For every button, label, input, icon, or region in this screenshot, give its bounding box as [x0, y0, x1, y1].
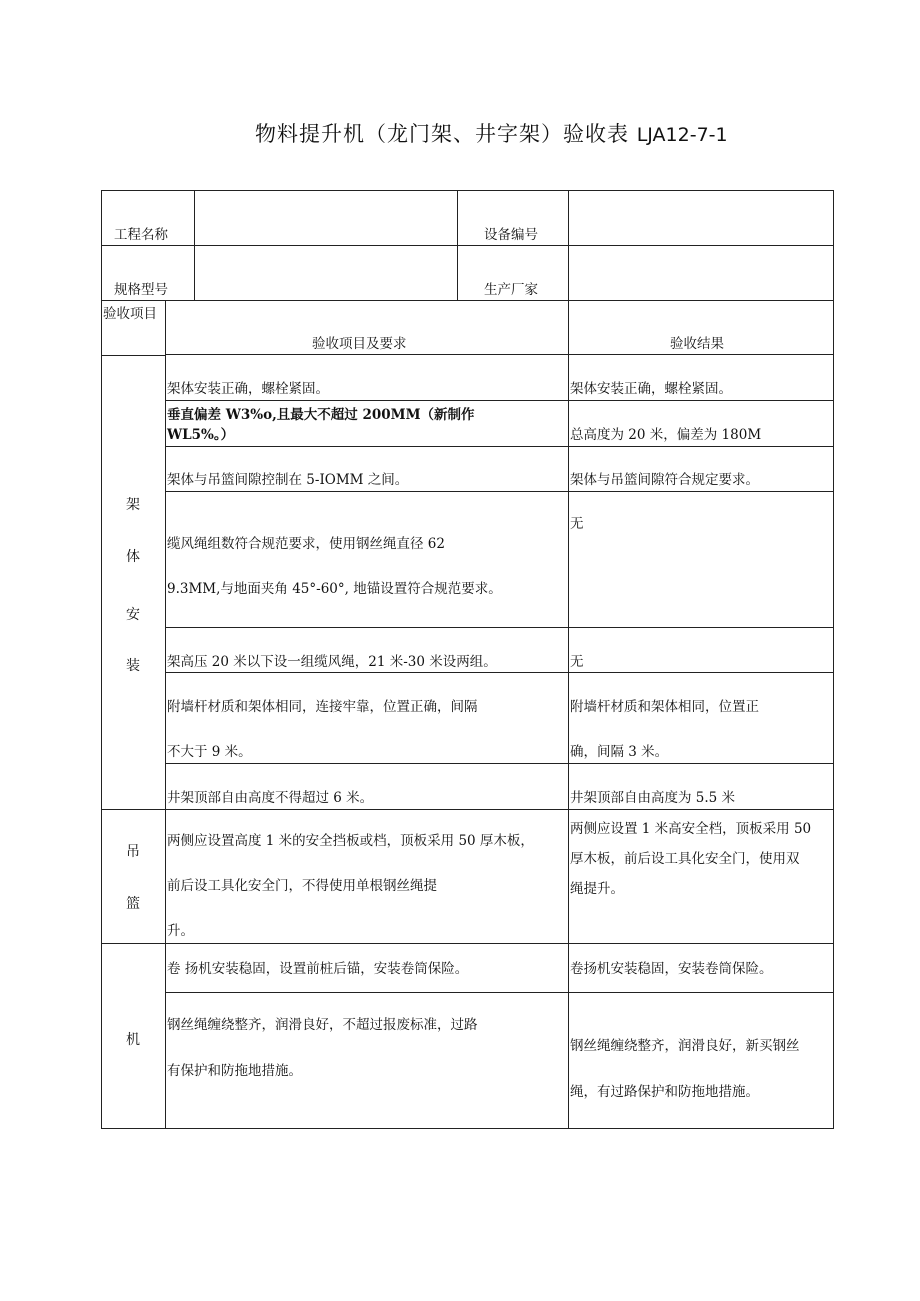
page-title	[255, 118, 728, 148]
row8-requirement-line1: 两侧应设置高度 1 米的安全挡板或档，顶板采用 50 厚木板，	[167, 833, 534, 849]
row3-requirement: 架体与吊篮间隙控制在 5-IOMM 之间。	[167, 472, 409, 488]
row4-result: 无	[570, 516, 584, 532]
row10-result-line1: 钢丝绳缠绕整齐，润滑良好，新买钢丝	[570, 1038, 800, 1054]
form-code: LJA12-7-1	[636, 124, 728, 146]
row6-result-line2: 确，间隔 3 米。	[570, 744, 669, 760]
column-header-requirement: 验收项目及要求	[312, 336, 407, 352]
title-main: 物料提升机（龙门架、井字架）验收表	[255, 122, 629, 146]
column-header-result: 验收结果	[670, 336, 724, 352]
column-header-item: 验收项目	[103, 306, 157, 322]
row6-result-line1: 附墙杆材质和架体相同，位置正	[570, 699, 759, 715]
row8-result-line1: 两侧应设置 1 米高安全档，顶板采用 50	[570, 821, 812, 837]
section-label-cage-2: 篮	[126, 896, 140, 912]
row5-requirement: 架高压 20 米以下设一组缆风绳，21 米-30 米设两组。	[167, 654, 497, 670]
row6-requirement-line2: 不大于 9 米。	[167, 744, 252, 760]
row3-result: 架体与吊篮间隙符合规定要求。	[570, 472, 759, 488]
row8-requirement-line2: 前后设工具化安全门，不得使用单根钢丝绳提	[167, 878, 437, 894]
section-label-frame-4: 装	[126, 658, 140, 674]
section-label-winch-1: 机	[126, 1032, 140, 1048]
row4-requirement-line1: 缆风绳组数符合规范要求，使用钢丝绳直径 62	[167, 536, 445, 552]
row10-result-line2: 绳，有过路保护和防拖地措施。	[570, 1084, 759, 1100]
row10-requirement-line1: 钢丝绳缠绕整齐，润滑良好，不超过报废标准，过路	[167, 1017, 478, 1033]
row1-result: 架体安装正确，螺栓紧固。	[570, 381, 732, 397]
section-label-frame-3: 安	[126, 607, 140, 623]
row10-requirement-line2: 有保护和防拖地措施。	[167, 1063, 302, 1079]
row7-result: 井架顶部自由高度为 5.5 米	[570, 790, 736, 806]
row8-requirement-line3: 升。	[167, 923, 194, 939]
manufacturer-label: 生产厂家	[484, 282, 538, 298]
equipment-no-label: 设备编号	[484, 227, 538, 243]
row4-requirement-line2: 9.3MM,与地面夹角 45°-60°, 地锚设置符合规范要求。	[167, 581, 502, 597]
section-label-frame-1: 架	[126, 497, 140, 513]
row1-requirement: 架体安装正确，螺栓紧固。	[167, 381, 329, 397]
section-label-cage-1: 吊	[126, 844, 140, 860]
row6-requirement-line1: 附墙杆材质和架体相同，连接牢靠，位置正确，间隔	[167, 699, 478, 715]
row9-result: 卷扬机安装稳固，安装卷筒保险。	[570, 961, 773, 977]
row7-requirement: 井架顶部自由高度不得超过 6 米。	[167, 790, 374, 806]
row8-result-line3: 绳提升。	[570, 881, 624, 897]
project-name-label: 工程名称	[114, 227, 168, 243]
section-label-frame-2: 体	[126, 549, 140, 565]
row8-result-line2: 厚木板，前后设工具化安全门，使用双	[570, 851, 800, 867]
model-label: 规格型号	[114, 282, 168, 298]
row5-result: 无	[570, 654, 584, 670]
row2-requirement-line1: 垂直偏差 W3%o,且最大不超过 200MM（新制作	[167, 407, 475, 423]
row2-result: 总高度为 20 米，偏差为 180M	[570, 427, 762, 443]
row9-requirement: 卷 扬机安装稳固，设置前桩后锚，安装卷筒保险。	[167, 961, 469, 977]
row2-requirement-line2: WL5%。）	[167, 427, 235, 443]
